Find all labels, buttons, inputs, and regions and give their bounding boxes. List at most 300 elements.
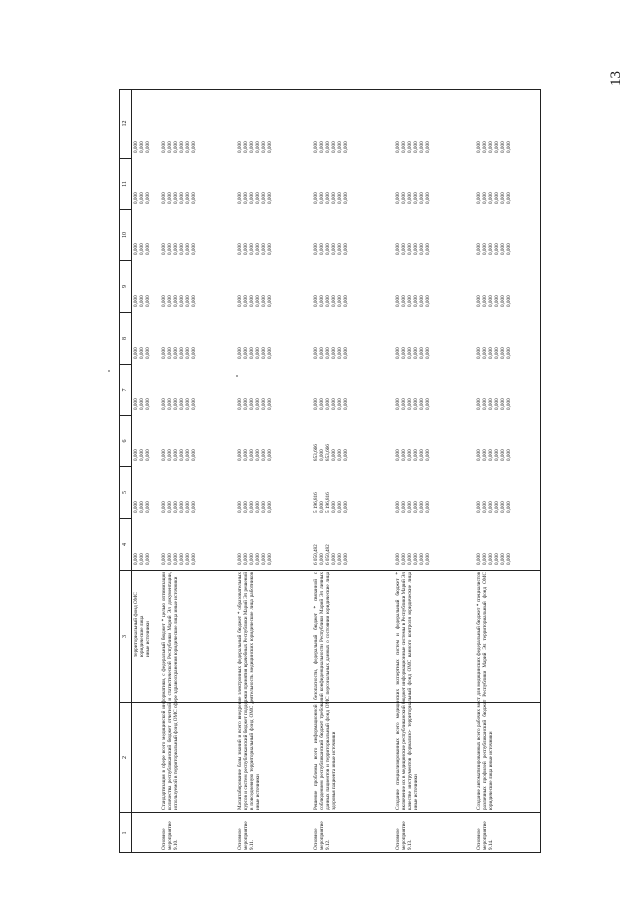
- value-cell: 0,000: [139, 449, 146, 461]
- value-cell: 0,000: [482, 141, 489, 153]
- value-cell: 0,000: [179, 295, 186, 307]
- value-cell: 0,000: [419, 243, 426, 255]
- value-cell: 0,000: [145, 192, 152, 204]
- value-cell: 0,000: [419, 141, 426, 153]
- measure-label: Основное мероприятие 9.12.: [313, 821, 332, 850]
- value-column-6: [237, 449, 274, 461]
- value-cell: 0,000: [482, 192, 489, 204]
- value-column-10: [161, 243, 198, 255]
- value-cell: 0,000: [237, 295, 243, 307]
- value-cell: 0,000: [331, 295, 338, 307]
- value-cell: 0,000: [395, 295, 401, 307]
- value-cell: 0,000: [255, 347, 262, 359]
- value-cell: 0,000: [237, 501, 243, 513]
- value-cell: 0,000: [401, 192, 408, 204]
- value-cell: 5 196,816: [325, 492, 332, 513]
- value-column-12: [133, 141, 151, 153]
- value-cell: 0,000: [179, 192, 186, 204]
- value-cell: 0,000: [343, 243, 350, 255]
- value-cell: 0,000: [482, 501, 489, 513]
- value-column-7: [476, 398, 513, 410]
- value-cell: 0,000: [173, 295, 180, 307]
- value-cell: 0,000: [476, 141, 482, 153]
- value-cell: 0,000: [482, 449, 489, 461]
- value-cell: 0,000: [407, 141, 414, 153]
- value-cell: 0,000: [401, 141, 408, 153]
- value-cell: 0,000: [500, 449, 507, 461]
- value-cell: 0,000: [337, 141, 344, 153]
- value-cell: 0,000: [488, 141, 495, 153]
- value-cell: 0,000: [179, 553, 186, 565]
- value-column-12: [161, 141, 198, 153]
- budget-table: [119, 89, 541, 853]
- measure-title: Масштабирование базы знаний и всего внедрение электронных федеральный бюджет * образовательных курсов и систем республиканский бюджет поддержки принятия врачебных Республики Марий Эл решений в повседневную территориальный фонд ОМС деятельность медицинских юридические лица работников иные источники: [237, 572, 262, 810]
- value-cell: 0,000: [500, 192, 507, 204]
- value-cell: 0,000: [191, 398, 198, 410]
- value-cell: 0,000: [139, 243, 146, 255]
- value-cell: 0,000: [343, 295, 350, 307]
- value-cell: 0,000: [261, 449, 268, 461]
- value-cell: 0,000: [319, 141, 326, 153]
- value-column-6: [313, 444, 350, 461]
- value-cell: 0,000: [425, 141, 432, 153]
- value-cell: 0,000: [185, 295, 192, 307]
- value-cell: 0,000: [319, 553, 326, 565]
- value-cell: 0,000: [476, 192, 482, 204]
- value-column-4: [313, 544, 350, 565]
- value-cell: 0,000: [506, 347, 513, 359]
- value-column-5: [161, 501, 198, 513]
- value-cell: 0,000: [337, 449, 344, 461]
- value-cell: 0,000: [482, 553, 489, 565]
- value-cell: 0,000: [343, 553, 350, 565]
- value-cell: 853,666: [313, 444, 319, 461]
- value-cell: 0,000: [488, 243, 495, 255]
- value-cell: 0,000: [395, 553, 401, 565]
- value-cell: 0,000: [191, 141, 198, 153]
- value-cell: 0,000: [413, 192, 420, 204]
- value-cell: 0,000: [133, 243, 139, 255]
- value-cell: 0,000: [267, 295, 274, 307]
- value-cell: 0,000: [343, 141, 350, 153]
- value-cell: 0,000: [500, 347, 507, 359]
- value-cell: 0,000: [401, 398, 408, 410]
- value-column-4: [476, 553, 513, 565]
- value-cell: 0,000: [249, 347, 256, 359]
- value-column-10: [237, 243, 274, 255]
- value-column-5: [133, 501, 151, 513]
- value-cell: 0,000: [139, 192, 146, 204]
- value-cell: 0,000: [145, 553, 152, 565]
- value-cell: 0,000: [488, 501, 495, 513]
- header-col-4: 4: [120, 519, 131, 571]
- value-column-5: [476, 501, 513, 513]
- measure-row: [313, 89, 373, 853]
- value-cell: 0,000: [255, 501, 262, 513]
- value-cell: 0,000: [179, 243, 186, 255]
- value-cell: 0,000: [494, 141, 501, 153]
- value-cell: 0,000: [506, 553, 513, 565]
- value-cell: 0,000: [407, 192, 414, 204]
- value-cell: 0,000: [237, 398, 243, 410]
- measure-title: Решение проблемы всего информационной безопасности, федеральный бюджет * связанной с соблюдением республиканский бюджет требований конфиденциальности Республики Марий Эл личных данных пациентов и территориальный фонд ОМС персональных данных о состоянии юридические лица здоровья пациента иные источники: [313, 572, 338, 810]
- value-cell: 0,000: [139, 398, 146, 410]
- value-cell: 0,000: [407, 501, 414, 513]
- header-col-7: 7: [120, 365, 131, 416]
- value-cell: 0,000: [337, 501, 344, 513]
- value-cell: 0,000: [419, 501, 426, 513]
- value-cell: 0,000: [313, 243, 319, 255]
- value-cell: 0,000: [267, 243, 274, 255]
- value-cell: 0,000: [425, 347, 432, 359]
- value-cell: 0,000: [331, 243, 338, 255]
- value-cell: 0,000: [401, 347, 408, 359]
- value-cell: 0,000: [319, 295, 326, 307]
- value-cell: 0,000: [145, 347, 152, 359]
- value-cell: 0,000: [494, 347, 501, 359]
- value-cell: 0,000: [243, 553, 250, 565]
- value-cell: 0,000: [425, 295, 432, 307]
- value-cell: 0,000: [191, 295, 198, 307]
- value-cell: 0,000: [337, 347, 344, 359]
- value-cell: 0,000: [419, 347, 426, 359]
- value-cell: 0,000: [237, 141, 243, 153]
- value-cell: 0,000: [249, 243, 256, 255]
- value-column-5: [237, 501, 274, 513]
- value-cell: 0,000: [313, 295, 319, 307]
- value-cell: 0,000: [133, 449, 139, 461]
- value-cell: 0,000: [249, 192, 256, 204]
- value-cell: 0,000: [161, 501, 167, 513]
- value-cell: 0,000: [185, 243, 192, 255]
- value-cell: 0,000: [139, 553, 146, 565]
- value-cell: 0,000: [476, 347, 482, 359]
- value-cell: 0,000: [261, 141, 268, 153]
- value-cell: 0,000: [482, 398, 489, 410]
- value-cell: 0,000: [267, 192, 274, 204]
- value-cell: 0,000: [173, 141, 180, 153]
- value-cell: 0,000: [167, 449, 174, 461]
- value-cell: 0,000: [425, 449, 432, 461]
- value-cell: 0,000: [191, 553, 198, 565]
- value-cell: 0,000: [267, 449, 274, 461]
- value-column-7: [133, 398, 151, 410]
- value-cell: 0,000: [167, 347, 174, 359]
- value-cell: 0,000: [407, 398, 414, 410]
- value-column-7: [395, 398, 432, 410]
- value-cell: 0,000: [161, 141, 167, 153]
- value-column-9: [133, 295, 151, 307]
- value-cell: 0,000: [249, 295, 256, 307]
- value-cell: 0,000: [185, 192, 192, 204]
- value-cell: 0,000: [500, 501, 507, 513]
- value-cell: 0,000: [133, 501, 139, 513]
- value-cell: 0,000: [133, 141, 139, 153]
- value-cell: 0,000: [500, 141, 507, 153]
- value-cell: 0,000: [425, 553, 432, 565]
- value-cell: 0,000: [331, 347, 338, 359]
- value-cell: 0,000: [413, 449, 420, 461]
- value-cell: 0,000: [179, 449, 186, 461]
- value-cell: 0,000: [255, 398, 262, 410]
- value-cell: 0,000: [325, 398, 332, 410]
- value-cell: 0,000: [267, 501, 274, 513]
- value-cell: 0,000: [407, 243, 414, 255]
- value-cell: 0,000: [476, 501, 482, 513]
- value-column-10: [313, 243, 350, 255]
- value-cell: 0,000: [494, 192, 501, 204]
- value-cell: 0,000: [243, 449, 250, 461]
- value-cell: 0,000: [419, 553, 426, 565]
- value-cell: 0,000: [331, 192, 338, 204]
- value-cell: 0,000: [133, 192, 139, 204]
- value-cell: 6 050,482: [313, 544, 319, 565]
- value-cell: 0,000: [506, 501, 513, 513]
- value-column-4: [395, 553, 432, 565]
- value-cell: 0,000: [343, 192, 350, 204]
- value-cell: 0,000: [395, 449, 401, 461]
- value-cell: 0,000: [145, 398, 152, 410]
- measure-row: [161, 89, 221, 853]
- value-cell: 0,000: [249, 398, 256, 410]
- measure-title: Стандартизация в сфере всего медицинской информатики, с федеральный бюджет * целью оптимизации количества республиканский бюджет отчетной и статистической Республики Марий Эл документации, используемой в территориальный фонд ОМС сфере здравоохранения юридические лица иные источники: [161, 572, 180, 810]
- value-cell: 0,000: [325, 295, 332, 307]
- value-cell: 0,000: [506, 192, 513, 204]
- value-cell: 0,000: [401, 553, 408, 565]
- value-cell: 0,000: [161, 347, 167, 359]
- value-cell: 0,000: [249, 141, 256, 153]
- value-column-7: [237, 398, 274, 410]
- funding-source: территориальный фонд ОМС: [133, 592, 139, 657]
- value-cell: 0,000: [343, 347, 350, 359]
- value-cell: 5 196,816: [313, 492, 319, 513]
- value-cell: 0,000: [249, 501, 256, 513]
- value-column-11: [237, 192, 274, 204]
- value-cell: 0,000: [319, 501, 326, 513]
- value-cell: 0,000: [337, 192, 344, 204]
- value-cell: 0,000: [395, 501, 401, 513]
- value-column-11: [395, 192, 432, 204]
- value-column-4: [133, 553, 151, 565]
- value-cell: 0,000: [413, 553, 420, 565]
- value-cell: 0,000: [237, 243, 243, 255]
- value-column-7: [313, 398, 350, 410]
- value-cell: 0,000: [133, 398, 139, 410]
- value-cell: 0,000: [145, 501, 152, 513]
- value-cell: 0,000: [237, 449, 243, 461]
- header-col-1: 1: [122, 831, 128, 835]
- value-cell: 0,000: [325, 141, 332, 153]
- value-column-10: [476, 243, 513, 255]
- value-cell: 0,000: [133, 553, 139, 565]
- value-cell: 0,000: [179, 141, 186, 153]
- value-cell: 0,000: [145, 141, 152, 153]
- value-column-8: [476, 347, 513, 359]
- value-cell: 0,000: [191, 243, 198, 255]
- value-column-9: [237, 295, 274, 307]
- value-cell: 0,000: [261, 243, 268, 255]
- value-cell: 0,000: [488, 449, 495, 461]
- value-cell: 0,000: [179, 398, 186, 410]
- value-cell: 0,000: [191, 192, 198, 204]
- value-column-10: [395, 243, 432, 255]
- value-cell: 0,000: [413, 347, 420, 359]
- value-column-11: [476, 192, 513, 204]
- value-cell: 0,000: [488, 192, 495, 204]
- value-cell: 0,000: [407, 553, 414, 565]
- value-cell: 0,000: [313, 398, 319, 410]
- value-cell: 0,000: [413, 295, 420, 307]
- value-cell: 0,000: [261, 553, 268, 565]
- value-cell: 0,000: [161, 243, 167, 255]
- header-col-9: 9: [120, 261, 131, 313]
- value-cell: 0,000: [395, 398, 401, 410]
- value-cell: 0,000: [161, 553, 167, 565]
- value-cell: 0,000: [161, 449, 167, 461]
- value-cell: 0,000: [494, 243, 501, 255]
- value-cell: 0,000: [191, 449, 198, 461]
- value-cell: 0,000: [413, 501, 420, 513]
- value-cell: 0,000: [319, 192, 326, 204]
- value-cell: 0,000: [261, 501, 268, 513]
- header-col-3: 3: [120, 571, 131, 703]
- value-cell: 0,000: [476, 295, 482, 307]
- value-cell: 0,000: [401, 501, 408, 513]
- header-col-12: 12: [120, 89, 131, 159]
- value-cell: 0,000: [237, 553, 243, 565]
- value-cell: 0,000: [482, 347, 489, 359]
- table-header-row: [119, 89, 132, 853]
- value-cell: 0,000: [243, 243, 250, 255]
- funding-source: юридические лица: [139, 615, 146, 657]
- value-cell: 0,000: [319, 449, 326, 461]
- value-column-8: [237, 347, 274, 359]
- value-column-12: [476, 141, 513, 153]
- value-cell: 0,000: [255, 449, 262, 461]
- value-cell: 0,000: [249, 553, 256, 565]
- value-cell: 0,000: [407, 449, 414, 461]
- header-col-6: 6: [120, 416, 131, 467]
- value-cell: 0,000: [419, 398, 426, 410]
- value-cell: 0,000: [413, 398, 420, 410]
- value-cell: 0,000: [133, 295, 139, 307]
- header-col-2: 2: [120, 703, 131, 813]
- value-cell: 0,000: [325, 192, 332, 204]
- value-cell: 0,000: [167, 553, 174, 565]
- value-cell: 853,666: [325, 444, 332, 461]
- value-cell: 0,000: [325, 243, 332, 255]
- value-cell: 0,000: [139, 295, 146, 307]
- value-cell: 0,000: [476, 553, 482, 565]
- value-column-6: [161, 449, 198, 461]
- value-cell: 0,000: [331, 141, 338, 153]
- value-cell: 0,000: [319, 243, 326, 255]
- value-column-10: [133, 243, 151, 255]
- value-cell: 0,000: [173, 449, 180, 461]
- value-cell: 0,000: [395, 141, 401, 153]
- value-cell: 0,000: [425, 192, 432, 204]
- value-cell: 0,000: [261, 347, 268, 359]
- continuation-sources: [133, 573, 151, 657]
- value-cell: 0,000: [395, 192, 401, 204]
- value-cell: 0,000: [500, 243, 507, 255]
- value-cell: 0,000: [185, 501, 192, 513]
- value-cell: 0,000: [179, 501, 186, 513]
- value-cell: 0,000: [313, 141, 319, 153]
- value-cell: 0,000: [179, 347, 186, 359]
- value-cell: 0,000: [319, 398, 326, 410]
- value-cell: 0,000: [173, 553, 180, 565]
- value-cell: 0,000: [161, 398, 167, 410]
- value-cell: 0,000: [488, 553, 495, 565]
- value-cell: 0,000: [500, 295, 507, 307]
- value-cell: 0,000: [255, 553, 262, 565]
- header-col-8: 8: [120, 313, 131, 365]
- value-cell: 0,000: [313, 347, 319, 359]
- header-col-11: 11: [120, 159, 131, 210]
- value-column-6: [476, 449, 513, 461]
- value-cell: 0,000: [243, 347, 250, 359]
- value-cell: 0,000: [425, 501, 432, 513]
- value-column-11: [133, 192, 151, 204]
- value-cell: 0,000: [343, 501, 350, 513]
- measure-title: Создание автоматизированных всего рабочих мест для медицинских федеральный бюджет * специалистов различных профилей республиканский бюджет Республики Марий Эл территориальный фонд ОМС юридические лица иные источники: [476, 572, 495, 810]
- value-cell: 0,000: [494, 553, 501, 565]
- value-cell: 0,000: [506, 398, 513, 410]
- value-cell: 0,000: [133, 347, 139, 359]
- measure-label: Основное мероприятие 9.14.: [476, 821, 495, 850]
- value-cell: 0,000: [173, 398, 180, 410]
- value-cell: 0,000: [476, 243, 482, 255]
- value-cell: 0,000: [185, 141, 192, 153]
- value-column-11: [161, 192, 198, 204]
- value-cell: 0,000: [407, 295, 414, 307]
- value-cell: 0,000: [425, 243, 432, 255]
- value-cell: 0,000: [488, 398, 495, 410]
- value-column-12: [395, 141, 432, 153]
- value-cell: 0,000: [482, 243, 489, 255]
- value-cell: 0,000: [413, 243, 420, 255]
- value-cell: 0,000: [255, 141, 262, 153]
- value-cell: 0,000: [167, 243, 174, 255]
- value-cell: 0,000: [167, 398, 174, 410]
- value-cell: 0,000: [243, 295, 250, 307]
- value-cell: 0,000: [482, 295, 489, 307]
- measure-label: Основное мероприятие 9.13.: [395, 821, 414, 850]
- value-cell: 6 050,482: [325, 544, 332, 565]
- value-cell: 0,000: [237, 192, 243, 204]
- value-column-5: [395, 501, 432, 513]
- value-column-5: [313, 492, 350, 513]
- value-cell: 0,000: [488, 295, 495, 307]
- value-column-7: [161, 398, 198, 410]
- value-column-8: [313, 347, 350, 359]
- value-cell: 0,000: [313, 192, 319, 204]
- measure-row: [395, 89, 455, 853]
- value-column-4: [161, 553, 198, 565]
- value-cell: 0,000: [243, 192, 250, 204]
- value-cell: 0,000: [506, 141, 513, 153]
- value-cell: 0,000: [395, 347, 401, 359]
- value-cell: 0,000: [476, 449, 482, 461]
- measure-row: [237, 89, 297, 853]
- value-cell: 0,000: [167, 295, 174, 307]
- continuation-rows: [133, 89, 155, 853]
- value-cell: 0,000: [331, 553, 338, 565]
- measure-row: [476, 89, 536, 853]
- funding-source: иные источники: [145, 621, 152, 657]
- value-cell: 0,000: [500, 398, 507, 410]
